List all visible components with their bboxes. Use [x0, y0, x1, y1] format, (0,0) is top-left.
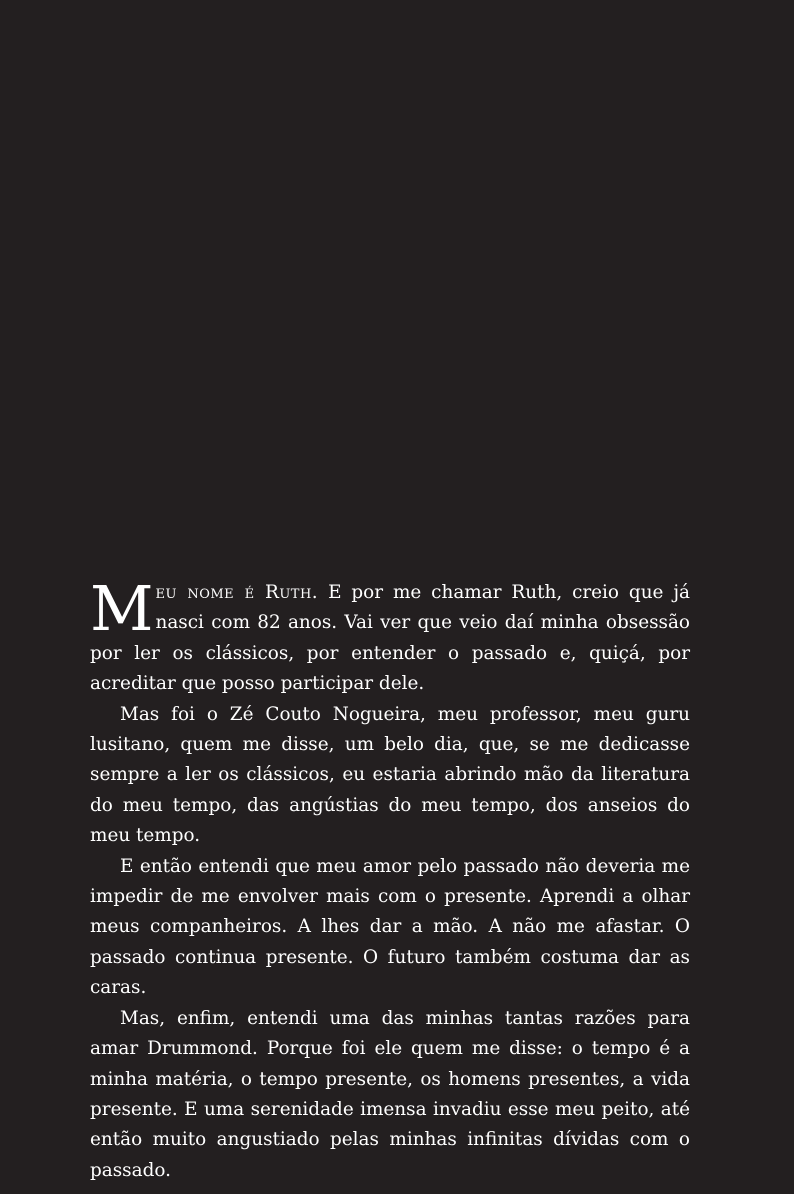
paragraph-2: Mas foi o Zé Couto Nogueira, meu professor, meu guru lusitano, quem me disse, um belo dia, que, se me dedicasse sempre a ler os clássicos, eu estaria abrindo mão da literatura do meu tempo, das angústias do meu tempo, dos anseios do meu tempo.	[90, 703, 690, 847]
paragraph-4: Mas, enfim, entendi uma das minhas tantas razões para amar Drummond. Porque foi ele quem me disse: o tempo é a minha matéria, o tempo presente, os homens presentes, a vida presente. E uma serenidade imensa invadiu esse meu peito, até então muito angustiado pelas minhas infinitas dívidas com o passado.	[90, 1007, 690, 1181]
body-text	[90, 572, 690, 1186]
paragraph-1	[90, 572, 690, 700]
paragraph-3: E então entendi que meu amor pelo passado não deveria me impedir de me envolver mais com o presente. Aprendi a olhar meus companheiros. A lhes dar a mão. A não me afastar. O passado continua presente. O futuro também costuma dar as caras.	[90, 855, 690, 999]
paragraph-1-text: E por me chamar Ruth, creio que já nasci com 82 anos. Vai ver que veio daí minha obsessão por ler os clássicos, por entender o passado e, quiçá, por acreditar que posso participar dele.	[90, 582, 690, 695]
drop-cap: M	[90, 572, 154, 645]
lead-in: eu nome é Ruth.	[155, 582, 319, 603]
